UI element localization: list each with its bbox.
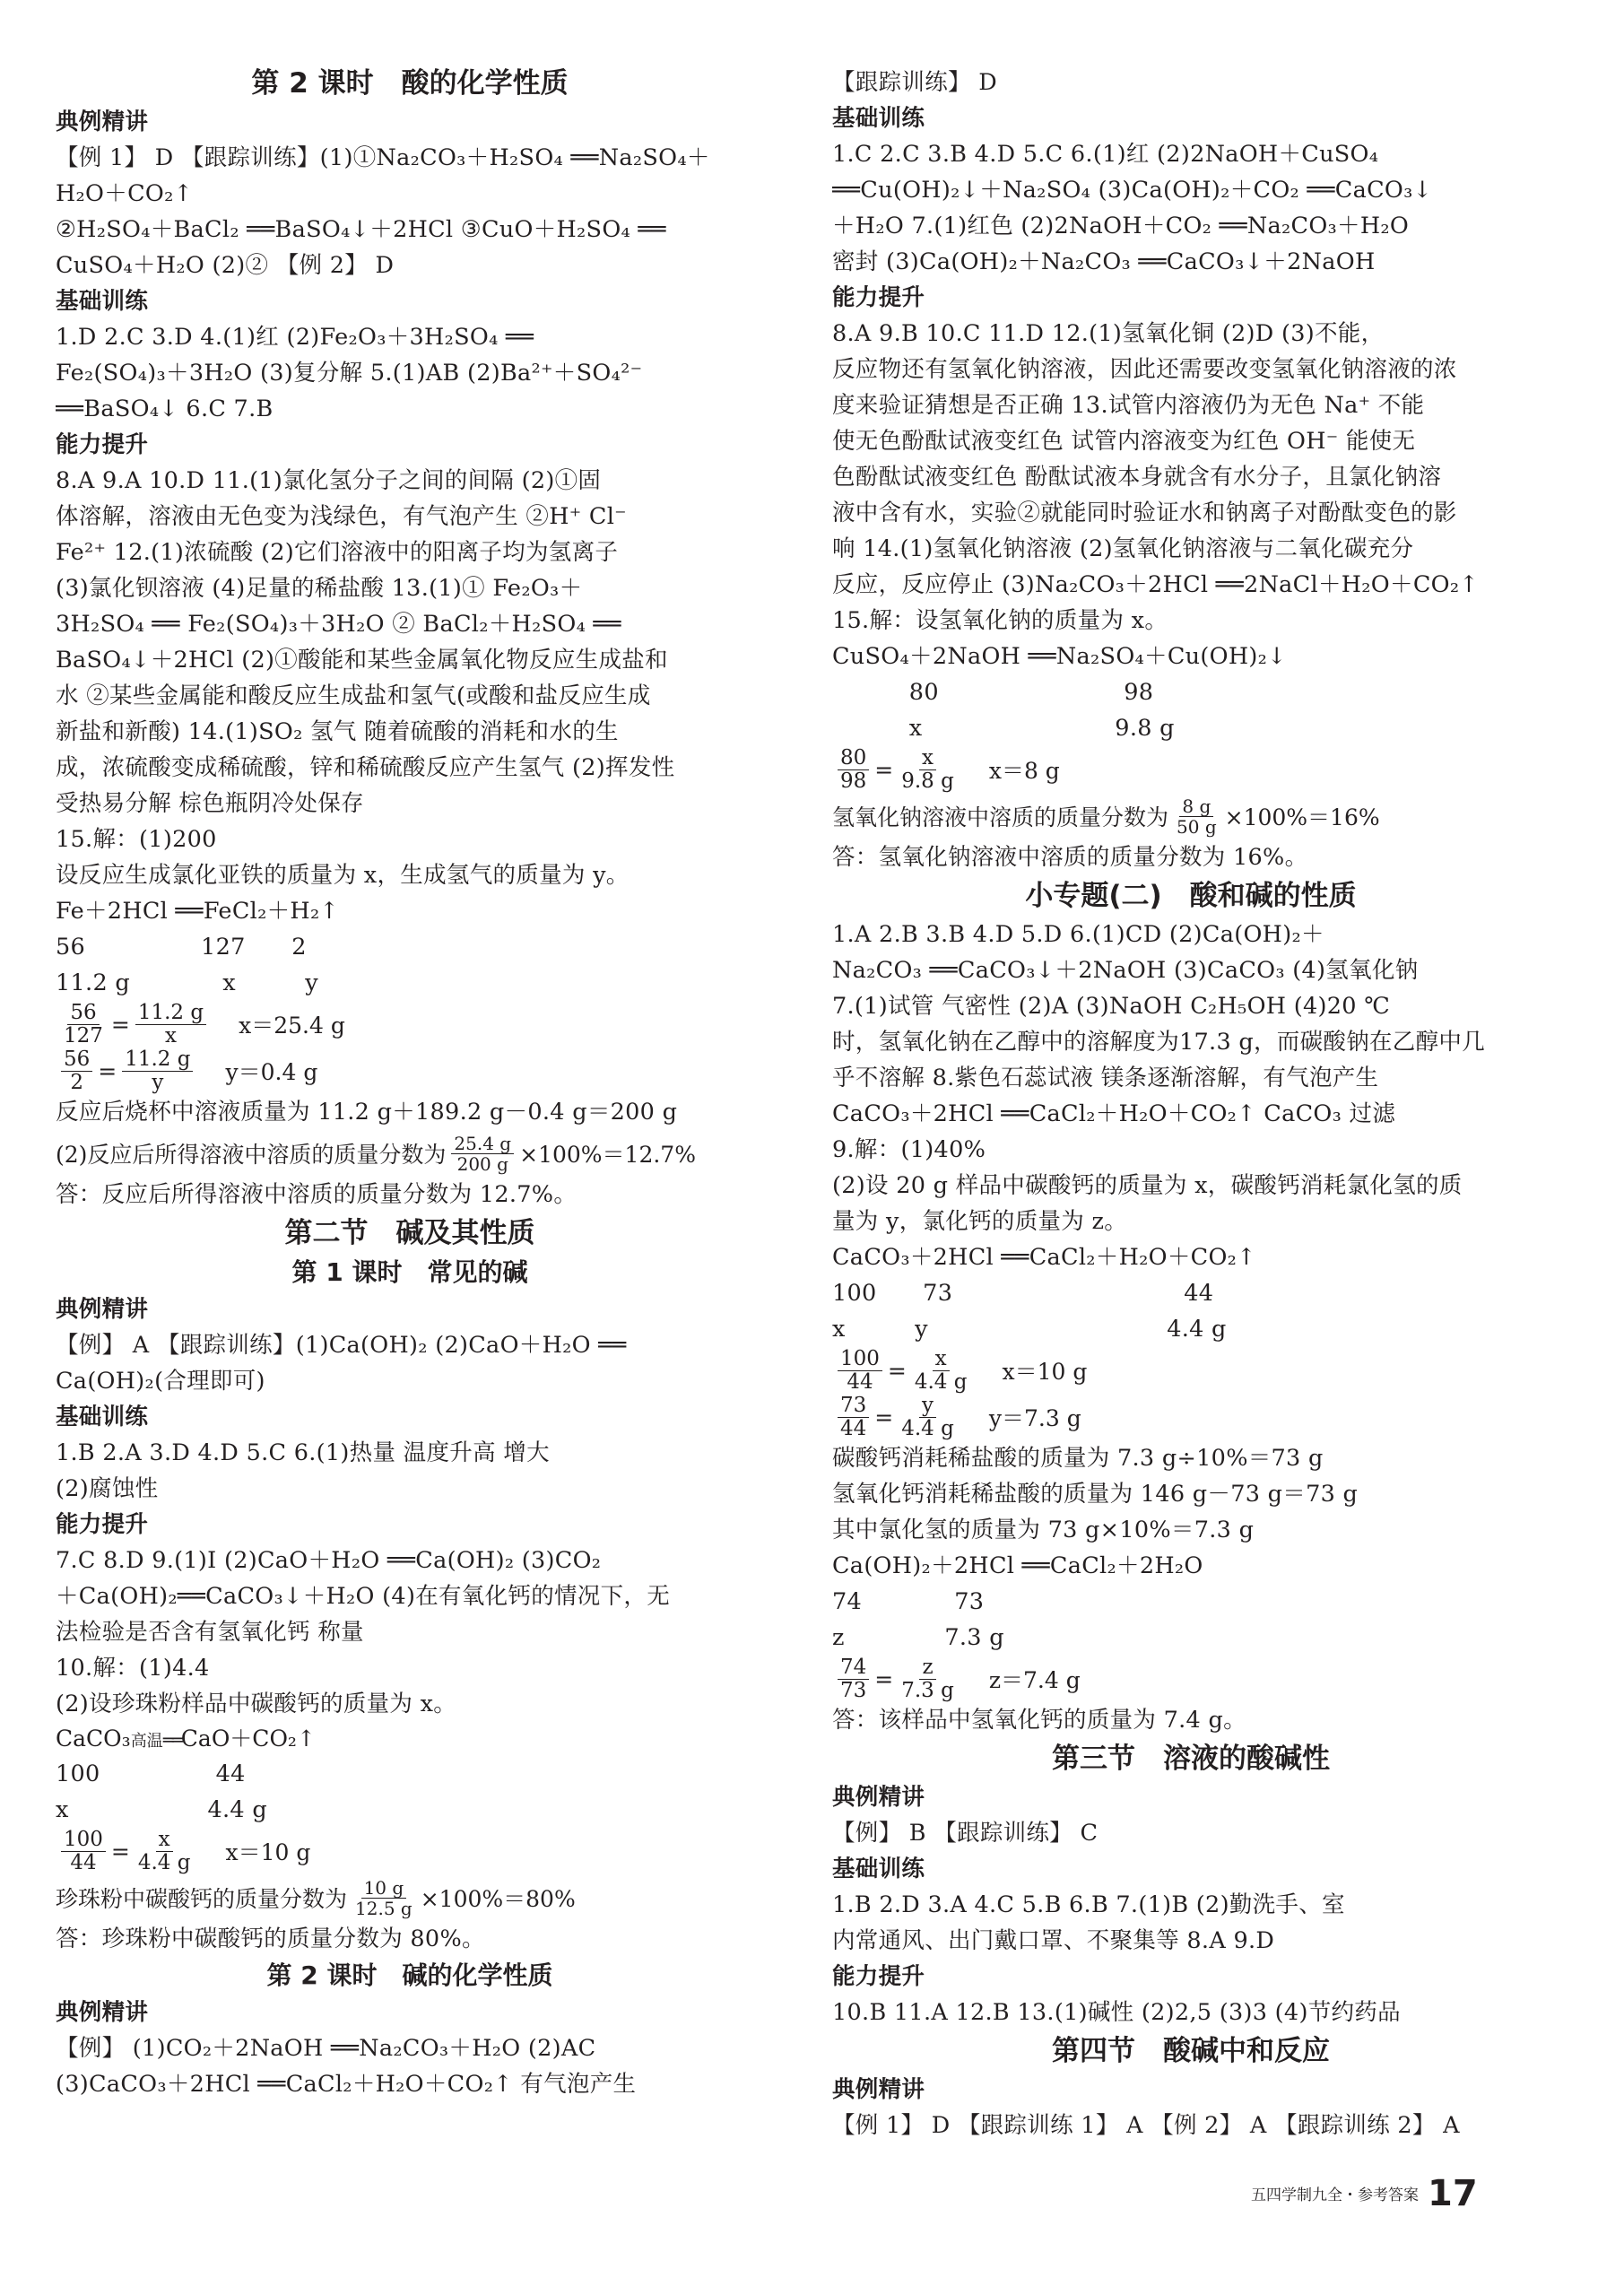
percent-result: ×100%＝16% <box>1224 804 1380 830</box>
text-line: 1.C 2.C 3.B 4.D 5.C 6.(1)红 (2)2NaOH＋CuSO₄ <box>832 141 1379 168</box>
frac-den: 2 <box>70 1070 83 1094</box>
text-line: 液中含有水，实验②就能同时验证水和钠离子对酚酞变色的影 <box>832 500 1457 526</box>
text-line: 8.A 9.A 10.D 11.(1)氯化氢分子之间的间隔 (2)①固 <box>56 467 602 494</box>
frac-num: 8 g <box>1179 796 1213 817</box>
left-block-d <box>56 1995 764 2102</box>
text-line: 100 73 44 <box>832 1280 1214 1307</box>
left-column <box>56 63 764 2102</box>
lesson-subtitle: 第 1 课时 常见的碱 <box>291 1257 528 1287</box>
text-line: 氢氧化钙消耗稀盐酸的质量为 146 g－73 g＝73 g <box>832 1481 1359 1508</box>
fraction-row <box>832 746 1550 793</box>
text-line: 水 ②某些金属能和酸反应生成盐和氢气(或酸和盐反应生成 <box>56 682 651 709</box>
frac-num: x <box>156 1829 173 1852</box>
text-line: 度来验证猜想是否正确 13.试管内溶液仍为无色 Na⁺ 不能 <box>832 392 1425 419</box>
reactant: CaCO₃ <box>56 1726 131 1752</box>
equals: = <box>874 756 894 783</box>
frac-den: 44 <box>847 1369 873 1394</box>
text-line: 1.D 2.C 3.D 4.(1)红 (2)Fe₂O₃＋3H₂SO₄ ══ <box>56 324 534 351</box>
text-line: z 7.3 g <box>832 1624 1004 1651</box>
frac-den: 44 <box>70 1850 97 1874</box>
equals: = <box>98 1057 117 1084</box>
fraction-row <box>56 1048 764 1094</box>
text-line: 乎不溶解 8.紫色石蕊试液 镁条逐渐溶解，有气泡产生 <box>832 1065 1379 1091</box>
subsection-heading: 典例精讲 <box>832 1784 925 1811</box>
text-line: BaSO₄↓＋2HCl (2)①酸能和某些金属氧化物反应生成盐和 <box>56 647 668 674</box>
text-line: 74 73 <box>832 1588 985 1615</box>
page-footer <box>1251 2173 1478 2214</box>
text-line: 设反应生成氯化亚铁的质量为 x，生成氢气的质量为 y。 <box>56 862 630 889</box>
frac-den: 98 <box>840 769 867 793</box>
equals: = <box>110 1011 130 1038</box>
frac-num: y <box>919 1395 936 1418</box>
subsection-heading: 基础训练 <box>56 1404 149 1430</box>
subsection-heading: 基础训练 <box>832 105 925 132</box>
reaction-condition <box>131 1722 181 1756</box>
frac-num: 10 g <box>361 1878 407 1899</box>
subsection-heading: 典例精讲 <box>832 2076 925 2103</box>
text-line: (3)CaCO₃＋2HCl ══CaCl₂＋H₂O＋CO₂↑ 有气泡产生 <box>56 2071 637 2098</box>
text-line: 10.B 11.A 12.B 13.(1)碱性 (2)2,5 (3)3 (4)节约药品 <box>832 1999 1401 2026</box>
text-line: CuSO₄＋2NaOH ══Na₂SO₄＋Cu(OH)₂↓ <box>832 643 1287 670</box>
text-line: Fe＋2HCl ══FeCl₂＋H₂↑ <box>56 898 340 925</box>
result: x＝25.4 g <box>239 1013 345 1039</box>
text-line: (3)氯化钡溶液 (4)足量的稀盐酸 13.(1)① Fe₂O₃＋ <box>56 575 583 602</box>
text-line: 成，浓硫酸变成稀硫酸，锌和稀硫酸反应产生氢气 (2)挥发性 <box>56 754 675 781</box>
text-line: 时，氢氧化钠在乙醇中的溶解度为17.3 g，而碳酸钠在乙醇中几 <box>832 1029 1486 1056</box>
text-line: 新盐和新酸) 14.(1)SO₂ 氢气 随着硫酸的消耗和水的生 <box>56 718 619 745</box>
subsection-heading: 典例精讲 <box>56 109 149 135</box>
right-block-a <box>832 65 1550 746</box>
right-block-e <box>832 2072 1550 2143</box>
text-line: 体溶解，溶液由无色变为浅绿色，有气泡产生 ②H⁺ Cl⁻ <box>56 503 627 530</box>
text-line: 响 14.(1)氢氧化钠溶液 (2)氢氧化钠溶液与二氧化碳充分 <box>832 535 1414 562</box>
text-line: 【例】 A 【跟踪训练】(1)Ca(OH)₂ (2)CaO＋H₂O ══ <box>56 1332 627 1359</box>
fraction-row <box>56 1001 764 1048</box>
result: z＝7.4 g <box>988 1667 1081 1693</box>
subsection-heading: 能力提升 <box>56 1511 149 1538</box>
section-title: 小专题(二) 酸和碱的性质 <box>1025 880 1357 912</box>
result: x＝8 g <box>988 758 1060 784</box>
text-line: CaCO₃＋2HCl ══CaCl₂＋H₂O＋CO₂↑ CaCO₃ 过滤 <box>832 1100 1396 1127</box>
right-column <box>832 65 1550 2143</box>
frac-num: 73 <box>838 1395 869 1418</box>
text-line: 【例 1】 D 【跟踪训练】(1)①Na₂CO₃＋H₂SO₄ ══Na₂SO₄＋ <box>56 144 710 171</box>
text-line: 80 98 <box>832 679 1154 706</box>
left-block-b <box>56 1291 764 1722</box>
frac-num: 25.4 g <box>451 1134 514 1154</box>
section-title: 第三节 溶液的酸碱性 <box>1052 1743 1330 1775</box>
subsection-heading: 能力提升 <box>832 284 925 311</box>
frac-num: 56 <box>61 1048 92 1072</box>
frac-den: 12.5 g <box>355 1897 413 1919</box>
percent-result: ×100%＝12.7% <box>519 1142 696 1168</box>
text-line: 15.解：设氢氧化钠的质量为 x。 <box>832 607 1168 634</box>
frac-num: 100 <box>838 1348 882 1371</box>
text-line: 色酚酞试液变红色 酚酞试液本身就含有水分子，且氯化钠溶 <box>832 464 1442 491</box>
text-line: Ca(OH)₂＋2HCl ══CaCl₂＋2H₂O <box>832 1552 1203 1579</box>
right-block-b <box>832 917 1550 1347</box>
percent-row <box>832 793 1550 839</box>
text-line: 【例】 B 【跟踪训练】 C <box>832 1820 1099 1847</box>
section-title: 第二节 碱及其性质 <box>284 1217 535 1249</box>
frac-num: 56 <box>67 1002 99 1025</box>
equals: = <box>874 1665 894 1692</box>
frac-den: 9.8 g <box>901 769 954 793</box>
footer-label: 五四学制九全・参考答案 <box>1251 2186 1419 2204</box>
text-line: Fe₂(SO₄)₃＋3H₂O (3)复分解 5.(1)AB (2)Ba²⁺＋SO₄²⁻ <box>56 360 643 387</box>
equals: = <box>874 1404 894 1430</box>
text-line: (2)腐蚀性 <box>56 1475 159 1502</box>
text-line: (2)设 20 g 样品中碳酸钙的质量为 x，碳酸钙消耗氯化氢的质 <box>832 1172 1463 1199</box>
frac-den: 44 <box>840 1416 867 1440</box>
frac-den: 127 <box>64 1023 103 1048</box>
frac-den: 50 g <box>1177 815 1217 838</box>
text-line: Na₂CO₃ ══CaCO₃↓＋2NaOH (3)CaCO₃ (4)氢氧化钠 <box>832 957 1419 984</box>
text-line: ②H₂SO₄＋BaCl₂ ══BaSO₄↓＋2HCl ③CuO＋H₂SO₄ ══ <box>56 216 666 243</box>
text-line: 密封 (3)Ca(OH)₂＋Na₂CO₃ ══CaCO₃↓＋2NaOH <box>832 248 1376 275</box>
right-block-c <box>832 1440 1550 1656</box>
answer-line: 答：氢氧化钠溶液中溶质的质量分数为 16%。 <box>832 844 1308 871</box>
text-line: 反应，反应停止 (3)Na₂CO₃＋2HCl ══2NaCl＋H₂O＋CO₂↑ <box>832 571 1480 598</box>
text-line: 7.C 8.D 9.(1)Ⅰ (2)CaO＋H₂O ══Ca(OH)₂ (3)CO₂ <box>56 1547 602 1574</box>
text-line: x 4.4 g <box>56 1796 267 1823</box>
frac-num: 11.2 g <box>135 1002 206 1025</box>
percent-row <box>56 1874 764 1921</box>
subsection-heading: 典例精讲 <box>56 1999 149 2026</box>
lesson-title: 第 2 课时 酸的化学性质 <box>251 67 569 100</box>
text-line: 9.解：(1)40% <box>832 1136 986 1163</box>
frac-num: x <box>933 1348 950 1371</box>
frac-den: 7.3 g <box>901 1678 954 1702</box>
left-block-c <box>56 1756 764 1828</box>
text-line: ══BaSO₄↓ 6.C 7.B <box>56 396 274 422</box>
text-line: 反应后烧杯中溶液质量为 11.2 g＋189.2 g－0.4 g＝200 g <box>56 1099 678 1126</box>
result: x＝10 g <box>1002 1359 1088 1385</box>
text-line: 内常通风、出门戴口罩、不聚集等 8.A 9.D <box>832 1927 1275 1954</box>
text-line: 10.解：(1)4.4 <box>56 1655 210 1682</box>
frac-num: 74 <box>838 1656 869 1680</box>
percent-row <box>56 1130 764 1177</box>
subsection-heading: 能力提升 <box>832 1963 925 1990</box>
text-line: 受热易分解 棕色瓶阴冷处保存 <box>56 790 364 817</box>
frac-num: 11.2 g <box>122 1048 193 1072</box>
text-line: 100 44 <box>56 1760 246 1787</box>
text-line: 使无色酚酞试液变红色 试管内溶液变为红色 OH⁻ 能使无 <box>832 428 1416 455</box>
frac-num: x <box>919 747 936 770</box>
text-line: 1.B 2.A 3.D 4.D 5.C 6.(1)热量 温度升高 增大 <box>56 1439 550 1466</box>
right-block-d <box>832 1779 1550 2030</box>
percent-label: 氢氧化钠溶液中溶质的质量分数为 <box>832 804 1169 830</box>
page-number: 17 <box>1428 2173 1478 2214</box>
equals: = <box>110 1838 130 1865</box>
lesson-subtitle: 第 2 课时 碱的化学性质 <box>266 1960 553 1990</box>
text-line: 7.(1)试管 气密性 (2)A (3)NaOH C₂H₅OH (4)20 ℃ <box>832 993 1391 1020</box>
text-line: 11.2 g x y <box>56 969 318 996</box>
text-line: x 9.8 g <box>832 715 1175 742</box>
text-line: 1.B 2.D 3.A 4.C 5.B 6.B 7.(1)B (2)勤洗手、室 <box>832 1891 1345 1918</box>
equals-arrow-icon: ══ <box>162 1729 181 1751</box>
result: x＝10 g <box>225 1839 311 1865</box>
fraction-row <box>56 1828 764 1874</box>
section-title: 第四节 酸碱中和反应 <box>1052 2035 1330 2067</box>
reaction-equation <box>56 1722 764 1756</box>
percent-result: ×100%＝80% <box>420 1886 576 1912</box>
text-line: CaCO₃＋2HCl ══CaCl₂＋H₂O＋CO₂↑ <box>832 1244 1256 1271</box>
answer-line: 答：该样品中氢氧化钙的质量为 7.4 g。 <box>832 1707 1246 1734</box>
text-line: 量为 y，氯化钙的质量为 z。 <box>832 1208 1128 1235</box>
text-line: (2)设珍珠粉样品中碳酸钙的质量为 x。 <box>56 1691 457 1717</box>
subsection-heading: 典例精讲 <box>56 1296 149 1323</box>
frac-den: 73 <box>840 1678 867 1702</box>
result: y＝0.4 g <box>225 1059 318 1085</box>
fraction-row <box>832 1347 1550 1394</box>
frac-num: z <box>919 1656 935 1680</box>
frac-den: 200 g <box>456 1152 508 1175</box>
text-line: 【例】 (1)CO₂＋2NaOH ══Na₂CO₃＋H₂O (2)AC <box>56 2035 596 2062</box>
frac-den: x <box>164 1023 177 1048</box>
equals: = <box>887 1357 907 1384</box>
text-line: ══Cu(OH)₂↓＋Na₂SO₄ (3)Ca(OH)₂＋CO₂ ══CaCO₃↓ <box>832 177 1433 204</box>
answer-line: 答：反应后所得溶液中溶质的质量分数为 12.7%。 <box>56 1181 578 1208</box>
text-line: 其中氯化氢的质量为 73 g×10%＝7.3 g <box>832 1517 1255 1543</box>
frac-den: 4.4 g <box>137 1850 191 1874</box>
product: CaO＋CO₂↑ <box>180 1726 316 1752</box>
text-line: Fe²⁺ 12.(1)浓硫酸 (2)它们溶液中的阳离子均为氢离子 <box>56 539 619 566</box>
frac-den: y <box>152 1070 164 1094</box>
result: y＝7.3 g <box>988 1405 1081 1431</box>
frac-num: 100 <box>61 1829 106 1852</box>
subsection-heading: 基础训练 <box>832 1856 925 1882</box>
text-line: 碳酸钙消耗稀盐酸的质量为 7.3 g÷10%＝73 g <box>832 1445 1324 1472</box>
text-line: 【例 1】 D 【跟踪训练 1】 A 【例 2】 A 【跟踪训练 2】 A <box>832 2112 1460 2139</box>
percent-label: 珍珠粉中碳酸钙的质量分数为 <box>56 1886 348 1912</box>
left-block-a <box>56 104 764 1001</box>
text-line: x y 4.4 g <box>832 1316 1227 1343</box>
frac-num: 80 <box>838 747 869 770</box>
text-line: 15.解：(1)200 <box>56 826 217 853</box>
text-line: 1.A 2.B 3.B 4.D 5.D 6.(1)CD (2)Ca(OH)₂＋ <box>832 921 1324 948</box>
text-line: Ca(OH)₂(合理即可) <box>56 1368 265 1395</box>
condition-label: 高温 <box>130 1732 163 1751</box>
percent-label: (2)反应后所得溶液中溶质的质量分数为 <box>56 1142 447 1168</box>
fraction-row <box>832 1656 1550 1702</box>
text-line: 3H₂SO₄ ══ Fe₂(SO₄)₃＋3H₂O ② BaCl₂＋H₂SO₄ ══ <box>56 611 621 638</box>
subsection-heading: 能力提升 <box>56 431 149 458</box>
text-line: H₂O＋CO₂↑ <box>56 180 194 207</box>
text-line: 56 127 2 <box>56 934 307 961</box>
subsection-heading: 基础训练 <box>56 288 149 315</box>
text-line: CuSO₄＋H₂O (2)② 【例 2】 D <box>56 252 395 279</box>
frac-den: 4.4 g <box>901 1416 954 1440</box>
text-line: ＋H₂O 7.(1)红色 (2)2NaOH＋CO₂ ══Na₂CO₃＋H₂O <box>832 213 1410 239</box>
text-line: ＋Ca(OH)₂══CaCO₃↓＋H₂O (4)在有氧化钙的情况下，无 <box>56 1583 670 1610</box>
text-line: 法检验是否含有氢氧化钙 称量 <box>56 1619 364 1646</box>
fraction-row <box>832 1394 1550 1440</box>
text-line: 8.A 9.B 10.C 11.D 12.(1)氢氧化铜 (2)D (3)不能， <box>832 320 1385 347</box>
text-line: 反应物还有氢氧化钠溶液，因此还需要改变氢氧化钠溶液的浓 <box>832 356 1457 383</box>
text-line: 【跟踪训练】 D <box>832 69 997 96</box>
frac-den: 4.4 g <box>914 1369 968 1394</box>
answer-line: 答：珍珠粉中碳酸钙的质量分数为 80%。 <box>56 1926 485 1952</box>
